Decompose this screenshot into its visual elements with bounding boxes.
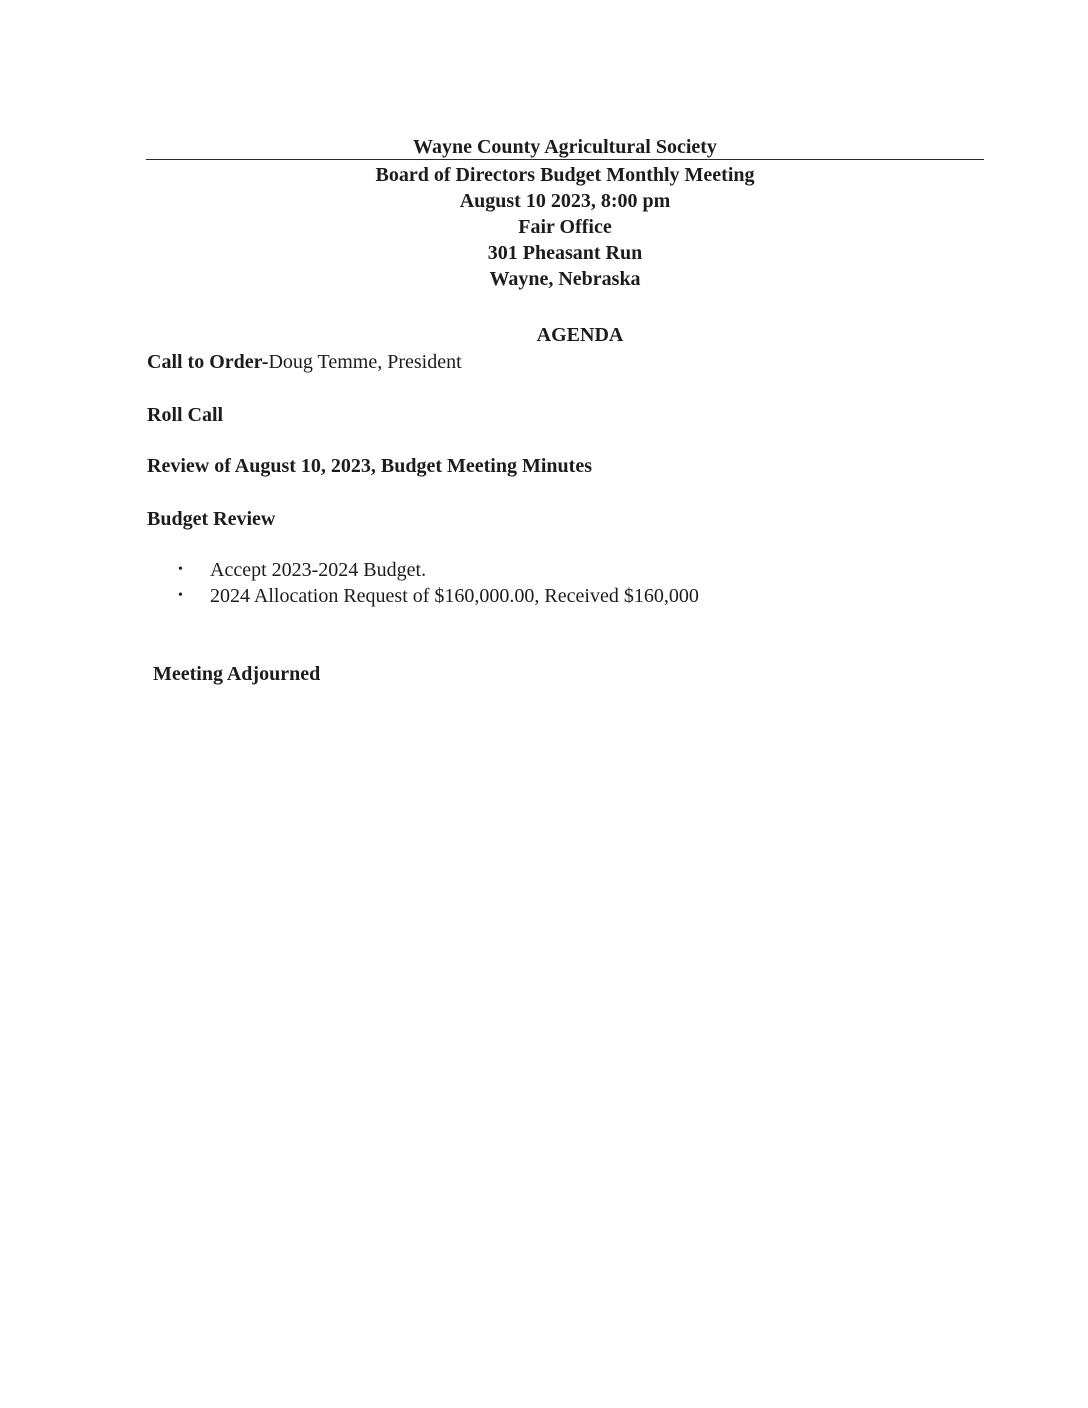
list-item (178, 557, 699, 583)
agenda-title: AGENDA (536, 324, 624, 346)
agenda-item-call-to-order (147, 349, 462, 375)
meeting-header (300, 162, 830, 292)
organization-title: Wayne County Agricultural Society (413, 136, 717, 158)
agenda-item-review-minutes (147, 453, 592, 479)
meeting-name: Board of Directors Budget Monthly Meeting (375, 164, 755, 186)
list-item-text: Accept 2023-2024 Budget. (210, 559, 427, 581)
agenda-item-roll-call (147, 402, 223, 428)
bullet-icon: • (178, 588, 183, 603)
bullet-icon: • (178, 562, 183, 577)
budget-review-label: Budget Review (147, 508, 276, 530)
header-divider (146, 159, 984, 160)
meeting-date-time: August 10 2023, 8:00 pm (459, 190, 671, 212)
agenda-item-budget-review (147, 506, 275, 532)
list-item (178, 583, 699, 609)
list-item-text: 2024 Allocation Request of $160,000.00, Received $160,000 (210, 585, 699, 607)
agenda-item-adjourned (153, 661, 320, 687)
call-to-order-detail: Doug Temme, President (268, 351, 462, 373)
meeting-location: Fair Office (518, 216, 612, 238)
meeting-address: 301 Pheasant Run (487, 242, 643, 264)
meeting-city-state: Wayne, Nebraska (489, 268, 641, 290)
budget-review-list (178, 557, 699, 609)
call-to-order-label: Call to Order- (147, 351, 269, 373)
review-minutes-label: Review of August 10, 2023, Budget Meeting Minutes (147, 455, 592, 477)
roll-call-label: Roll Call (147, 404, 224, 426)
adjourned-label: Meeting Adjourned (153, 663, 321, 685)
